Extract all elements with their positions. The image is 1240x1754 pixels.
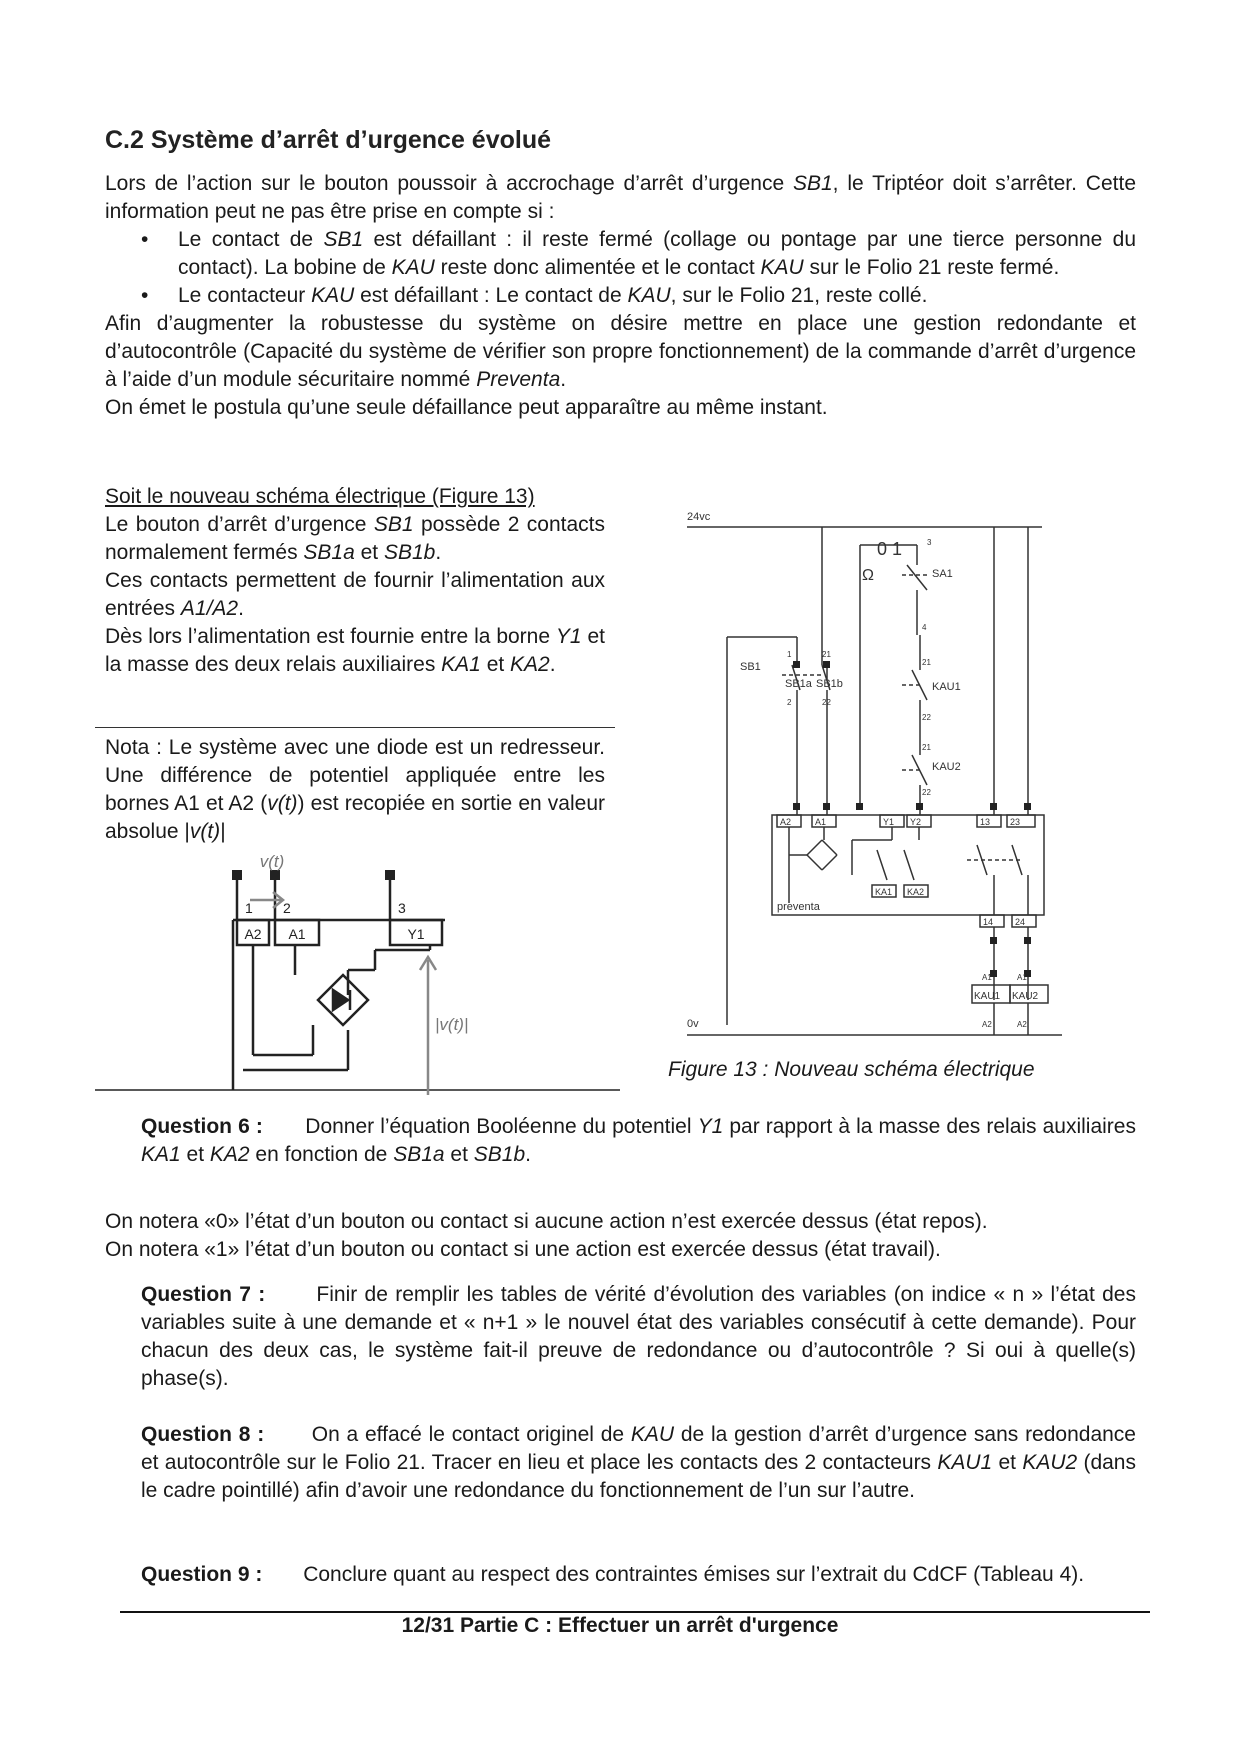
label-box-a1: A1 bbox=[815, 817, 827, 827]
figure-13-schematic bbox=[682, 505, 1062, 1045]
label-n21: 21 bbox=[822, 650, 831, 659]
label-a1: A1 bbox=[288, 926, 306, 942]
label-n3: 3 bbox=[927, 538, 932, 547]
notation-block bbox=[105, 1208, 1136, 1264]
label-ka1: KA1 bbox=[875, 887, 893, 897]
label-box-y2: Y2 bbox=[910, 817, 922, 827]
schema-heading: Soit le nouveau schéma électrique (Figure 13) bbox=[105, 485, 535, 508]
question-9: Question 9 : Conclure quant au respect des contraintes émises sur l’extrait du CdCF (Tableau 4). bbox=[141, 1563, 1085, 1586]
label-nA1b: A1 bbox=[1017, 973, 1027, 982]
label-sb1a: SB1a bbox=[785, 678, 812, 690]
label-coil-kau1: KAU1 bbox=[974, 991, 1001, 1002]
label-sa1: SA1 bbox=[932, 568, 953, 580]
label-sel01: 0 1 bbox=[877, 539, 903, 559]
label-n21b: 21 bbox=[922, 658, 931, 667]
notation-0: On notera «0» l’état d’un bouton ou contact si aucune action n’est exercée dessus (état repos). bbox=[105, 1210, 988, 1233]
abs-vt-label: |v(t)| bbox=[435, 1015, 469, 1034]
list-item: • Le contacteur KAU est défaillant : Le contact de KAU, sur le Folio 21, reste collé. bbox=[141, 284, 928, 307]
question-6: Question 6 : Donner l’équation Booléenne du potentiel Y1 par rapport à la masse des relais auxiliaires KA1 et KA2 en fonction de SB1a et SB1b. bbox=[141, 1115, 1136, 1166]
small-terminal-caps bbox=[232, 870, 395, 880]
robustness-paragraph: Afin d’augmenter la robustesse du système on désire mettre en place une gestion redondante et d’autocontrôle (Capacité du système de vérifier son propre fonctionnement) de la commande d’arrêt d’urgence à l’aide d’un module sécuritaire nommé Preventa. bbox=[105, 312, 1136, 391]
label-n1: 1 bbox=[787, 650, 792, 659]
label-n22: 22 bbox=[922, 713, 931, 722]
label-n22c: 22 bbox=[822, 698, 831, 707]
label-preventa: preventa bbox=[777, 901, 820, 913]
question-label: Question 7 : bbox=[141, 1283, 266, 1306]
intro-paragraph: Lors de l’action sur le bouton poussoir à accrochage d’arrêt d’urgence SB1, le Triptéor doit s’arrêter. Cette information peut ne pas être prise en compte si : bbox=[105, 172, 1136, 223]
schema-supply: Dès lors l’alimentation est fournie entre la borne Y1 et la masse des deux relais auxiliaires KA1 et KA2. bbox=[105, 625, 605, 676]
nota-divider bbox=[95, 727, 615, 728]
label-nA2b: A2 bbox=[1017, 1020, 1027, 1029]
list-item: • Le contact de SB1 est défaillant : il reste fermé (collage ou pontage par une tierce personne du contact). La bobine de KAU reste donc alimentée et le contact KAU sur le Folio 21 reste fermé. bbox=[141, 228, 1136, 279]
label-box-23: 23 bbox=[1010, 817, 1021, 827]
figure-caption: Figure 13 : Nouveau schéma électrique bbox=[668, 1058, 1035, 1081]
question-label: Question 6 : bbox=[141, 1115, 263, 1138]
intro-block bbox=[105, 170, 1136, 422]
label-box-y1: Y1 bbox=[883, 817, 895, 827]
label-n21c: 21 bbox=[922, 743, 931, 752]
label-n2: 2 bbox=[787, 698, 792, 707]
label-n4: 4 bbox=[922, 623, 927, 632]
question-7: Question 7 : Finir de remplir les tables de vérité d’évolution des variables (on indice « n » l’état des variables suite à une demande et « n+1 » le nouvel état des variables consécutif à cette demande). Pour chacun des deux cas, le système fait-il preuve de redondance ou d’autocontrôle ? Si oui à quelle(s) phase(s). bbox=[141, 1283, 1136, 1390]
label-box-24: 24 bbox=[1015, 917, 1026, 927]
question-8: Question 8 : On a effacé le contact originel de KAU de la gestion d’arrêt d’urgence sans redondance et autocontrôle sur le Folio 21. Tracer en lieu et place les contacts des 2 contacteurs KAU1 et KAU2 (dans le cadre pointillé) afin d’avoir une redondance du fonctionnement de l’un sur l’autre. bbox=[141, 1423, 1136, 1502]
label-sb1: SB1 bbox=[740, 661, 761, 673]
label-ka2: KA2 bbox=[907, 887, 925, 897]
label-0v: 0v bbox=[687, 1018, 699, 1030]
label-box-14: 14 bbox=[983, 917, 994, 927]
label-24v: 24vc bbox=[687, 511, 711, 523]
question-label: Question 8 : bbox=[141, 1423, 265, 1446]
nota-block bbox=[105, 734, 605, 846]
label-kau2: KAU2 bbox=[932, 761, 961, 773]
rectifier-diagram bbox=[95, 845, 620, 1095]
left-column bbox=[105, 483, 605, 679]
footer-divider bbox=[120, 1611, 1150, 1613]
label-a2: A2 bbox=[244, 926, 262, 942]
page-footer: 12/31 Partie C : Effectuer un arrêt d'urgence bbox=[401, 1614, 839, 1637]
label-sb1b: SB1b bbox=[816, 678, 843, 690]
label-coil-kau2: KAU2 bbox=[1012, 991, 1039, 1002]
nota-text: Nota : Le système avec une diode est un redresseur. Une différence de potentiel appliquée entre les bornes A1 et A2 (v(t)) est recopiée en sortie en valeur absolue |v(t)| bbox=[105, 736, 605, 843]
terminal-2: 2 bbox=[283, 900, 291, 916]
schema-contacts: Ces contacts permettent de fournir l’alimentation aux entrées A1/A2. bbox=[105, 569, 605, 620]
label-omega: Ω bbox=[862, 567, 874, 584]
label-box-a2: A2 bbox=[780, 817, 792, 827]
label-nA1: A1 bbox=[982, 973, 992, 982]
label-n22b: 22 bbox=[922, 788, 931, 797]
label-box-13: 13 bbox=[980, 817, 991, 827]
vt-label: v(t) bbox=[259, 852, 285, 871]
terminal-1: 1 bbox=[245, 900, 253, 916]
single-failure-paragraph: On émet le postula qu’une seule défaillance peut apparaître au même instant. bbox=[105, 396, 828, 419]
terminal-3: 3 bbox=[398, 900, 406, 916]
notation-1: On notera «1» l’état d’un bouton ou contact si une action est exercée dessus (état travail). bbox=[105, 1238, 941, 1261]
failure-list bbox=[105, 226, 1136, 310]
question-label: Question 9 : bbox=[141, 1563, 263, 1586]
section-title: C.2 Système d’arrêt d’urgence évolué bbox=[105, 126, 552, 154]
schema-description: Le bouton d’arrêt d’urgence SB1 possède 2 contacts normalement fermés SB1a et SB1b. bbox=[105, 513, 605, 564]
label-nA2: A2 bbox=[982, 1020, 992, 1029]
label-kau1: KAU1 bbox=[932, 681, 961, 693]
label-y1: Y1 bbox=[407, 926, 425, 942]
